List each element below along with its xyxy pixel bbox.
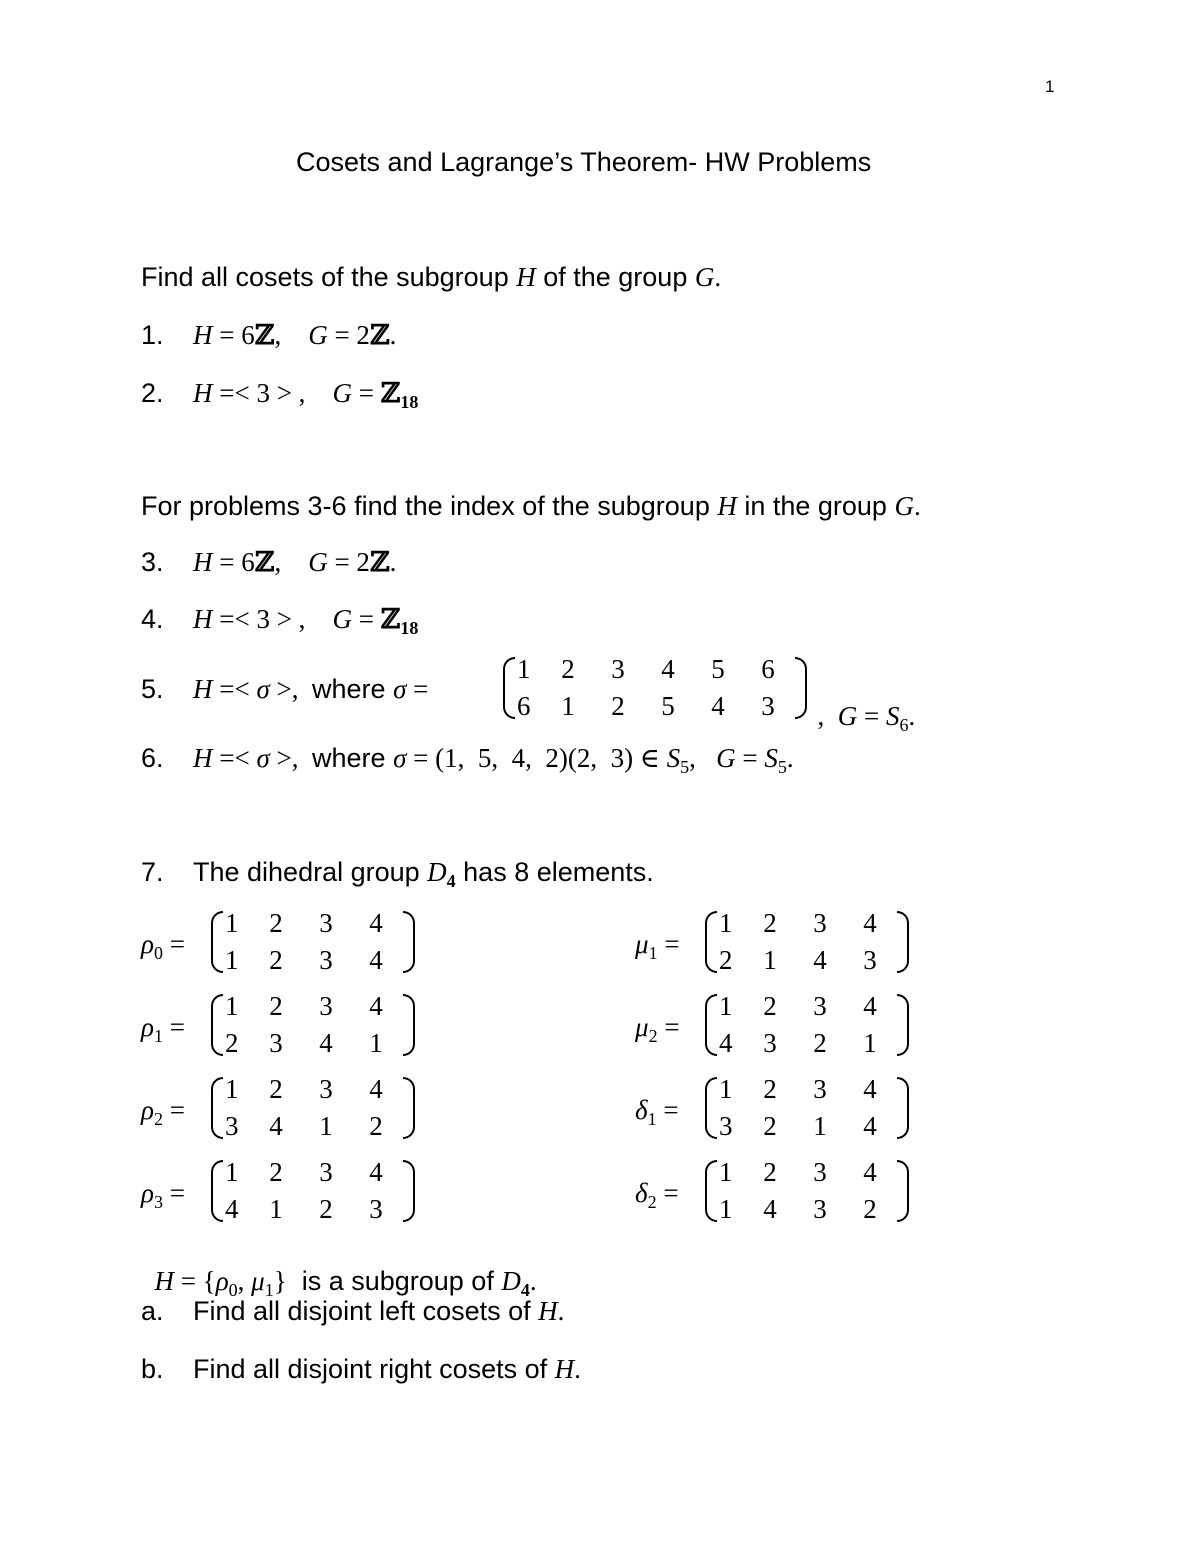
- permutation-label: $\mu_1$ =: [635, 929, 680, 963]
- matrix-entry: 4: [369, 991, 383, 1021]
- matrix-entry: 4: [813, 945, 827, 975]
- matrix-entry: 3: [813, 991, 827, 1021]
- matrix-entry: 1: [369, 1028, 383, 1058]
- matrix-entry: 1: [225, 945, 239, 975]
- permutation-label: $\rho_1$ =: [141, 1012, 185, 1046]
- matrix-entry: 3: [369, 1194, 383, 1224]
- matrix-entry: 4: [319, 1028, 333, 1058]
- page-title: Cosets and Lagrange’s Theorem- HW Problems: [296, 147, 872, 177]
- matrix-entry: 6: [517, 691, 531, 721]
- problem-5-group: , $G = S_6$.: [817, 701, 916, 735]
- permutation-matrix: [705, 905, 909, 979]
- left-paren: [705, 994, 717, 1056]
- matrix-entry: 3: [813, 908, 827, 938]
- right-paren: [403, 994, 415, 1056]
- matrix-bottom-row: [719, 1027, 895, 1060]
- matrix-entry: 3: [225, 1111, 239, 1141]
- matrix-entry: 2: [269, 908, 283, 938]
- left-paren: [705, 911, 717, 973]
- matrix-entry: 3: [319, 945, 333, 975]
- permutation-label: $\rho_3$ =: [141, 1178, 185, 1212]
- matrix-entry: 2: [863, 1194, 877, 1224]
- matrix-entry: 4: [369, 1074, 383, 1104]
- right-paren: [403, 911, 415, 973]
- matrix-entry: 4: [863, 991, 877, 1021]
- permutation-label: $\rho_2$ =: [141, 1095, 185, 1129]
- intro-cosets: Find all cosets of the subgroup H of the group G.: [141, 262, 722, 292]
- matrix-entry: 4: [369, 908, 383, 938]
- matrix-top-row: [225, 1156, 401, 1189]
- left-paren: [503, 657, 515, 719]
- matrix-bottom-row: [719, 1193, 895, 1226]
- matrix-entry: 4: [369, 1157, 383, 1187]
- matrix-entry: 3: [319, 1157, 333, 1187]
- matrix-entry: 2: [763, 1157, 777, 1187]
- right-paren: [897, 1077, 909, 1139]
- permutation-label: $\rho_0$ =: [141, 929, 185, 963]
- matrix-entry: 2: [561, 654, 575, 684]
- matrix-entry: 1: [763, 945, 777, 975]
- matrix-top-row: [225, 1073, 401, 1106]
- matrix-entry: 2: [611, 691, 625, 721]
- permutation-matrix: [211, 905, 415, 979]
- matrix-top-row: [225, 990, 401, 1023]
- matrix-entry: 3: [319, 991, 333, 1021]
- permutation-label: $\delta_1$ =: [635, 1095, 679, 1129]
- matrix-entry: 6: [761, 654, 775, 684]
- matrix-entry: 2: [719, 945, 733, 975]
- right-paren: [403, 1077, 415, 1139]
- matrix-entry: 5: [661, 691, 675, 721]
- matrix-entry: 3: [813, 1157, 827, 1187]
- matrix-entry: 4: [661, 654, 675, 684]
- matrix-top-row: [225, 907, 401, 940]
- matrix-entry: 3: [761, 691, 775, 721]
- matrix-entry: 4: [711, 691, 725, 721]
- permutation-matrix: [705, 1154, 909, 1228]
- matrix-entry: 2: [225, 1028, 239, 1058]
- matrix-entry: 4: [225, 1194, 239, 1224]
- matrix-entry: 1: [813, 1111, 827, 1141]
- matrix-entry: 3: [719, 1111, 733, 1141]
- matrix-entry: 4: [863, 1074, 877, 1104]
- matrix-entry: 2: [269, 991, 283, 1021]
- matrix-bottom-row: [719, 1110, 895, 1143]
- matrix-entry: 2: [319, 1194, 333, 1224]
- matrix-entry: 1: [719, 1074, 733, 1104]
- matrix-entry: 4: [863, 1157, 877, 1187]
- matrix-top-row: [719, 990, 895, 1023]
- matrix-entry: 1: [225, 1074, 239, 1104]
- matrix-entry: 1: [719, 991, 733, 1021]
- left-paren: [705, 1160, 717, 1222]
- matrix-bottom-row: [225, 1110, 401, 1143]
- matrix-entry: 1: [225, 908, 239, 938]
- permutation-matrix: [705, 988, 909, 1062]
- matrix-entry: 3: [863, 945, 877, 975]
- intro-index: For problems 3-6 find the index of the subgroup H in the group G.: [141, 491, 921, 521]
- right-paren: [897, 1160, 909, 1222]
- matrix-entry: 3: [813, 1074, 827, 1104]
- permutation-matrix: [211, 1071, 415, 1145]
- matrix-entry: 1: [225, 991, 239, 1021]
- permutation-label: $\delta_2$ =: [635, 1178, 679, 1212]
- matrix-top-row: [517, 653, 793, 686]
- matrix-top-row: [719, 1156, 895, 1189]
- matrix-entry: 3: [813, 1194, 827, 1224]
- matrix-entry: 2: [763, 908, 777, 938]
- matrix-entry: 2: [369, 1111, 383, 1141]
- matrix-entry: 2: [763, 1074, 777, 1104]
- left-paren: [211, 1160, 223, 1222]
- matrix-entry: 4: [863, 908, 877, 938]
- matrix-bottom-row: [225, 1193, 401, 1226]
- permutation-matrix: [705, 1071, 909, 1145]
- left-paren: [211, 994, 223, 1056]
- matrix-entry: 4: [863, 1111, 877, 1141]
- matrix-entry: 4: [369, 945, 383, 975]
- matrix-bottom-row: [517, 690, 793, 723]
- matrix-entry: 3: [319, 908, 333, 938]
- matrix-entry: 5: [711, 654, 725, 684]
- permutation-matrix: [211, 1154, 415, 1228]
- matrix-entry: 2: [269, 1157, 283, 1187]
- subgroup-statement: $H = \{\rho_0$, $\mu_1$} is a subgroup of $D_4$.: [154, 1266, 537, 1300]
- permutation-matrix: [211, 988, 415, 1062]
- matrix-entry: 1: [863, 1028, 877, 1058]
- matrix-top-row: [719, 907, 895, 940]
- matrix-entry: 1: [719, 1157, 733, 1187]
- permutation-label: $\mu_2$ =: [635, 1012, 680, 1046]
- matrix-entry: 3: [269, 1028, 283, 1058]
- matrix-entry: 1: [319, 1111, 333, 1141]
- right-paren: [403, 1160, 415, 1222]
- matrix-entry: 4: [763, 1194, 777, 1224]
- matrix-entry: 1: [719, 1194, 733, 1224]
- matrix-bottom-row: [225, 944, 401, 977]
- right-paren: [897, 994, 909, 1056]
- matrix-entry: 1: [269, 1194, 283, 1224]
- matrix-entry: 4: [719, 1028, 733, 1058]
- left-paren: [211, 911, 223, 973]
- right-paren: [897, 911, 909, 973]
- matrix-bottom-row: [225, 1027, 401, 1060]
- matrix-entry: 1: [517, 654, 531, 684]
- matrix-entry: 3: [611, 654, 625, 684]
- matrix-top-row: [719, 1073, 895, 1106]
- matrix-entry: 3: [319, 1074, 333, 1104]
- matrix-entry: 2: [763, 991, 777, 1021]
- matrix-entry: 2: [269, 1074, 283, 1104]
- left-paren: [705, 1077, 717, 1139]
- sigma-matrix: [503, 651, 807, 725]
- matrix-entry: 1: [225, 1157, 239, 1187]
- matrix-entry: 2: [269, 945, 283, 975]
- matrix-entry: 2: [813, 1028, 827, 1058]
- matrix-entry: 4: [269, 1111, 283, 1141]
- left-paren: [211, 1077, 223, 1139]
- matrix-bottom-row: [719, 944, 895, 977]
- matrix-entry: 1: [719, 908, 733, 938]
- matrix-entry: 2: [763, 1111, 777, 1141]
- page-number: 1: [1045, 77, 1055, 96]
- matrix-entry: 3: [763, 1028, 777, 1058]
- matrix-entry: 1: [561, 691, 575, 721]
